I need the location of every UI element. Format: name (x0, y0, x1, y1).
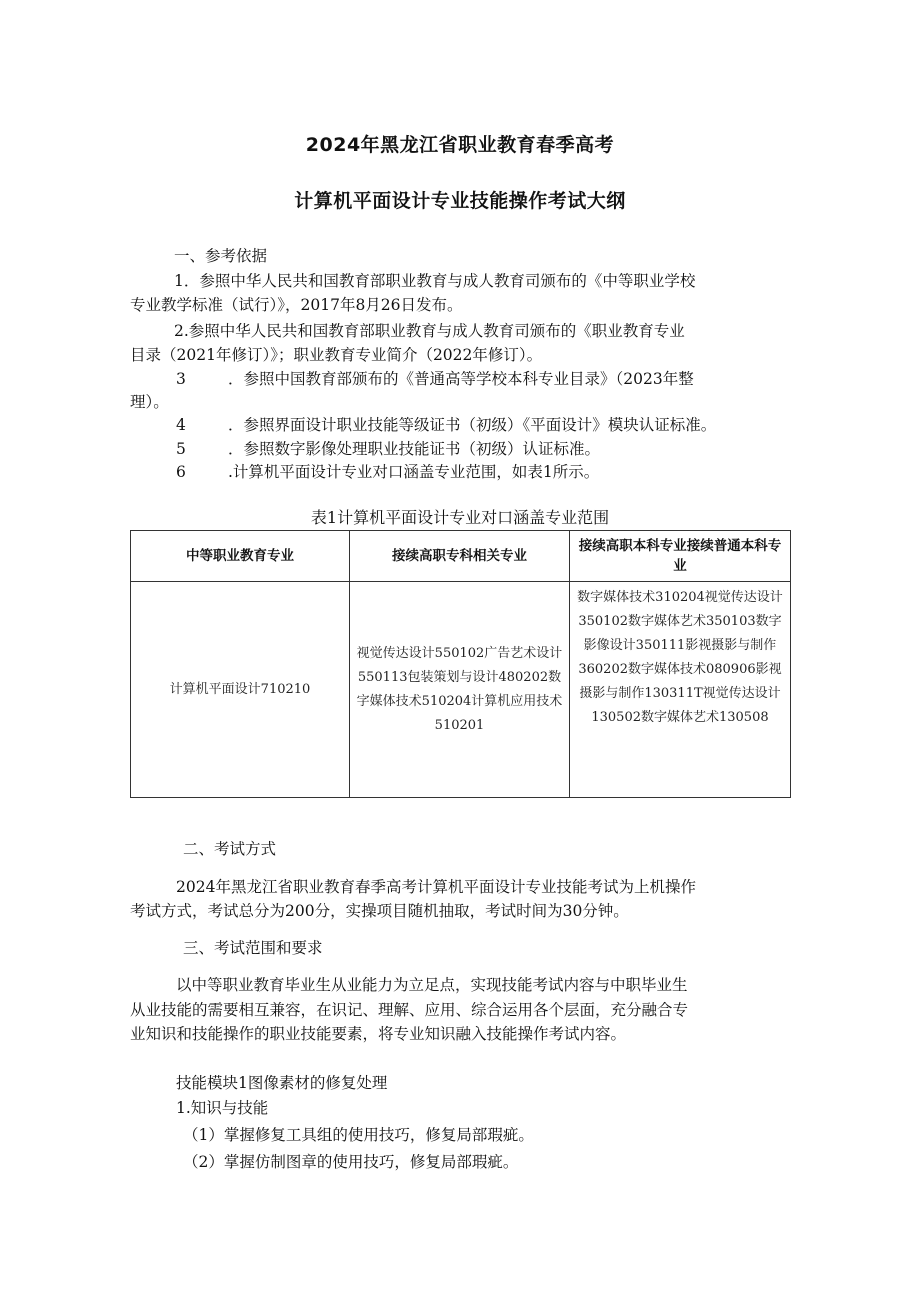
ref-item-6 (176, 461, 599, 483)
document-title-line1: 2024年黑龙江省职业教育春季高考 (305, 134, 615, 156)
ref-item-5 (176, 438, 600, 460)
document-title-line2: 计算机平面设计专业技能操作考试大纲 (294, 190, 626, 212)
cell-college-majors: 视觉传达设计550102广告艺术设计550113包装策划与设计480202数字媒体技术510204计算机应用技术510201 (350, 582, 570, 798)
ref-item-4 (176, 414, 716, 436)
module1-item-2: （2）掌握仿制图章的使用技巧，修复局部瑕疵。 (183, 1153, 519, 1171)
exam-method-line2: 考试方式，考试总分为200分，实操项目随机抽取，考试时间为30分钟。 (130, 902, 629, 920)
ref-item-3-line1 (176, 368, 694, 390)
ref-item-1-line2: 专业教学标准（试行）》，2017年8月26日发布。 (130, 296, 463, 314)
header-undergraduate: 接续高职本科专业接续普通本科专业 (570, 531, 791, 582)
ref-item-1-line1: 1．参照中华人民共和国教育部职业教育与成人教育司颁布的《中等职业学校 (174, 272, 696, 290)
cell-secondary-major: 计算机平面设计710210 (131, 582, 350, 798)
ref-item-5-number: 5 (176, 440, 186, 458)
exam-scope-line2: 从业技能的需要相互兼容，在识记、理解、应用、综合运用各个层面，充分融合专 (130, 1001, 689, 1019)
table-header-row (131, 531, 791, 582)
exam-scope-line1: 以中等职业教育毕业生从业能力为立足点，实现技能考试内容与中职毕业生 (176, 976, 688, 994)
module1-title: 技能模块1图像素材的修复处理 (176, 1074, 388, 1092)
ref-item-5-text: ．参照数字影像处理职业技能证书（初级）认证标准。 (228, 440, 601, 458)
ref-item-2-line1: 2.参照中华人民共和国教育部职业教育与成人教育司颁布的《职业教育专业 (174, 322, 685, 340)
header-secondary-vocational: 中等职业教育专业 (131, 531, 350, 582)
module1-subheading: 1.知识与技能 (176, 1099, 269, 1117)
exam-method-line1: 2024年黑龙江省职业教育春季高考计算机平面设计专业技能考试为上机操作 (176, 878, 696, 896)
module1-item-1: （1）掌握修复工具组的使用技巧，修复局部瑕疵。 (183, 1126, 534, 1144)
cell-undergraduate-majors: 数字媒体技术310204视觉传达设计350102数字媒体艺术350103数字影像设计350111影视摄影与制作360202数字媒体技术080906影视摄影与制作130311T视觉传达设计130502数字媒体艺术130508 (570, 582, 791, 798)
ref-item-3-number: 3 (176, 370, 186, 388)
ref-item-2-line2: 目录（2021年修订）》；职业教育专业简介（2022年修订）。 (130, 346, 543, 364)
ref-item-3-text: ．参照中国教育部颁布的《普通高等学校本科专业目录》（2023年整 (228, 370, 694, 388)
section3-heading: 三、考试范围和要求 (183, 939, 323, 957)
ref-item-6-number: 6 (176, 463, 186, 481)
table-row (131, 582, 791, 798)
header-higher-vocational-college: 接续高职专科相关专业 (350, 531, 570, 582)
ref-item-6-text: .计算机平面设计专业对口涵盖专业范围，如表1所示。 (228, 463, 600, 481)
ref-item-4-text: ．参照界面设计职业技能等级证书（初级）《平面设计》模块认证标准。 (228, 416, 717, 434)
ref-item-4-number: 4 (176, 416, 186, 434)
section1-heading: 一、参考依据 (174, 247, 268, 265)
exam-scope-line3: 业知识和技能操作的职业技能要素，将专业知识融入技能操作考试内容。 (130, 1025, 627, 1043)
table-caption: 表1计算机平面设计专业对口涵盖专业范围 (310, 508, 610, 527)
ref-item-3-line2: 理）。 (130, 393, 169, 411)
section2-heading: 二、考试方式 (183, 840, 277, 858)
major-coverage-table (130, 530, 791, 798)
